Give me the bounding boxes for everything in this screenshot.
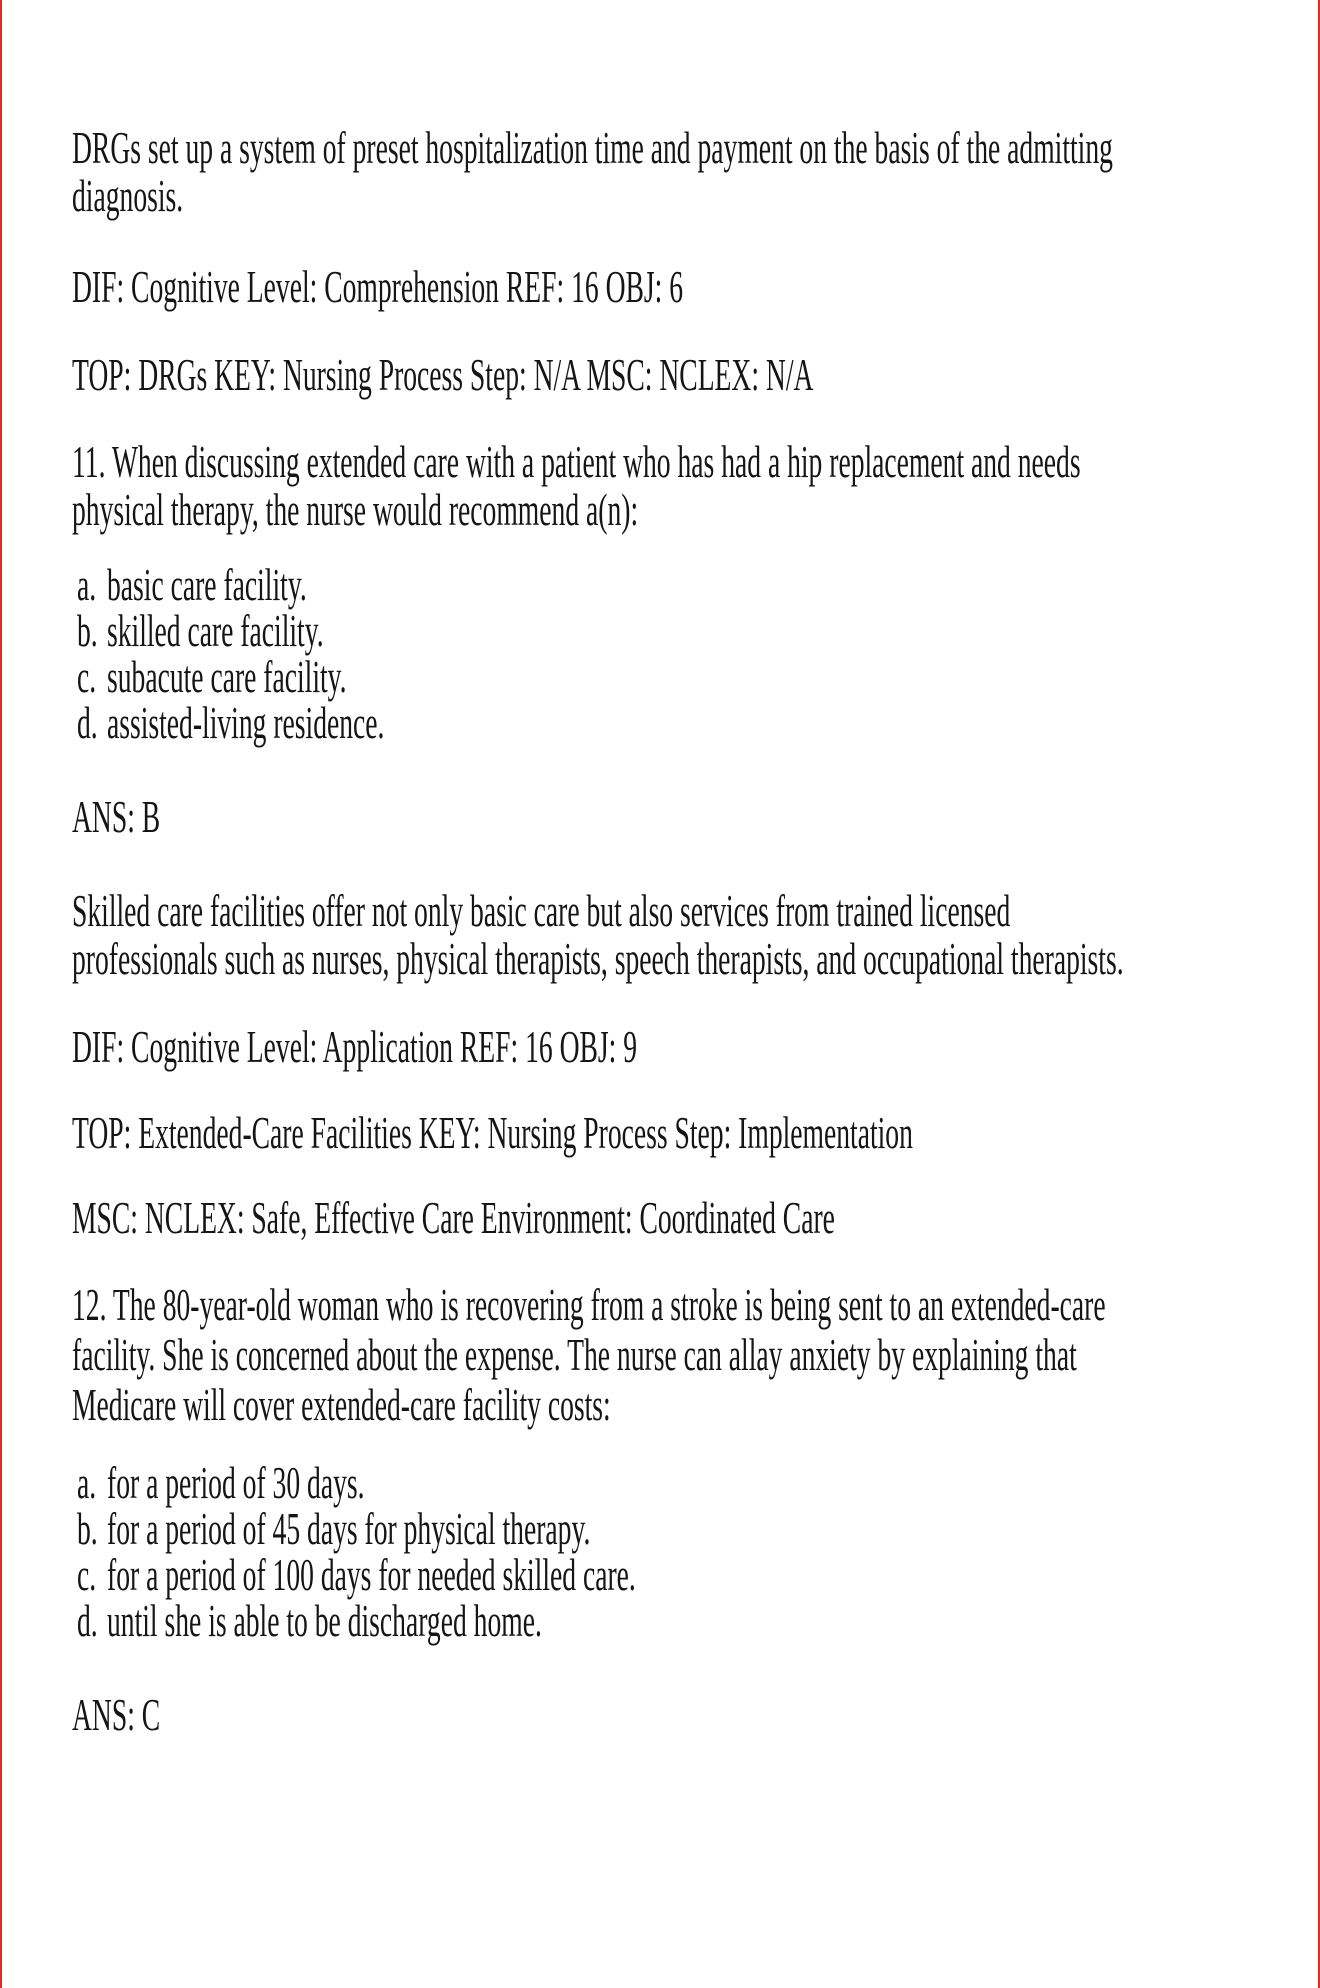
- answer-q12-line: ANS: C: [72, 1689, 161, 1740]
- option-letter: b.: [77, 1503, 98, 1554]
- option-row: [77, 1595, 1217, 1646]
- option-text: for a period of 100 days for needed skilled care.: [107, 1549, 636, 1600]
- answer-q12: [72, 1691, 1320, 1739]
- answer-q11-line: ANS: B: [72, 791, 161, 842]
- question-11-line-2: physical therapy, the nurse would recommend a(n):: [72, 484, 639, 535]
- rationale-q10-line-1: DRGs set up a system of preset hospitalization time and payment on the basis of the admitting: [72, 122, 1113, 173]
- option-letter: c.: [77, 651, 97, 702]
- question-11-line-1: 11. When discussing extended care with a patient who has had a hip replacement and needs: [72, 436, 1081, 487]
- meta-dif-q11-line: DIF: Cognitive Level: Application REF: 16 OBJ: 9: [72, 1021, 638, 1072]
- option-row: [77, 605, 1217, 656]
- rationale-q11-line-2: professionals such as nurses, physical therapists, speech therapists, and occupational therapists.: [72, 933, 1124, 984]
- rationale-q11-paragraph: [72, 887, 1320, 983]
- question-12-stem: [72, 1280, 1320, 1430]
- meta-top-q10-line: TOP: DRGs KEY: Nursing Process Step: N/A MSC: NCLEX: N/A: [72, 349, 814, 400]
- meta-dif-q11: [72, 1023, 1320, 1071]
- question-12-line-2: facility. She is concerned about the expense. The nurse can allay anxiety by explaining that: [72, 1329, 1077, 1380]
- meta-top-q11-line: TOP: Extended-Care Facilities KEY: Nursing Process Step: Implementation: [72, 1107, 913, 1158]
- meta-msc-q11-line: MSC: NCLEX: Safe, Effective Care Environment: Coordinated Care: [72, 1192, 835, 1243]
- option-text: for a period of 30 days.: [107, 1457, 365, 1508]
- question-12-line-3: Medicare will cover extended-care facility costs:: [72, 1379, 611, 1430]
- option-text: for a period of 45 days for physical therapy.: [107, 1503, 591, 1554]
- rationale-q10-paragraph: [72, 124, 1320, 220]
- meta-top-q10: [72, 351, 1320, 399]
- rationale-q11-line-1: Skilled care facilities offer not only basic care but also services from trained licensed: [72, 885, 1011, 936]
- option-text: basic care facility.: [107, 559, 307, 610]
- option-letter: d.: [77, 697, 98, 748]
- option-letter: a.: [77, 1457, 97, 1508]
- meta-dif-q10-line: DIF: Cognitive Level: Comprehension REF: 16 OBJ: 6: [72, 261, 684, 312]
- option-text: until she is able to be discharged home.: [107, 1595, 542, 1646]
- question-11-options: [77, 559, 1320, 748]
- meta-msc-q11: [72, 1194, 1320, 1242]
- option-row: [77, 697, 1217, 748]
- option-row: [77, 1549, 1217, 1600]
- option-row: [77, 651, 1217, 702]
- meta-dif-q10: [72, 263, 1320, 311]
- option-row: [77, 1503, 1217, 1554]
- option-letter: c.: [77, 1549, 97, 1600]
- option-row: [77, 559, 1217, 610]
- left-edge-line: [0, 0, 2, 1988]
- option-letter: b.: [77, 605, 98, 656]
- rationale-q10-line-2: diagnosis.: [72, 170, 184, 221]
- option-letter: d.: [77, 1595, 98, 1646]
- option-text: skilled care facility.: [107, 605, 324, 656]
- option-letter: a.: [77, 559, 97, 610]
- meta-top-q11: [72, 1109, 1320, 1157]
- option-text: subacute care facility.: [107, 651, 347, 702]
- option-row: [77, 1457, 1217, 1508]
- question-11-stem: [72, 438, 1320, 534]
- question-12-line-1: 12. The 80-year-old woman who is recovering from a stroke is being sent to an extended-care: [72, 1279, 1106, 1330]
- question-12-options: [77, 1457, 1320, 1646]
- answer-q11: [72, 793, 1320, 841]
- option-text: assisted-living residence.: [107, 697, 385, 748]
